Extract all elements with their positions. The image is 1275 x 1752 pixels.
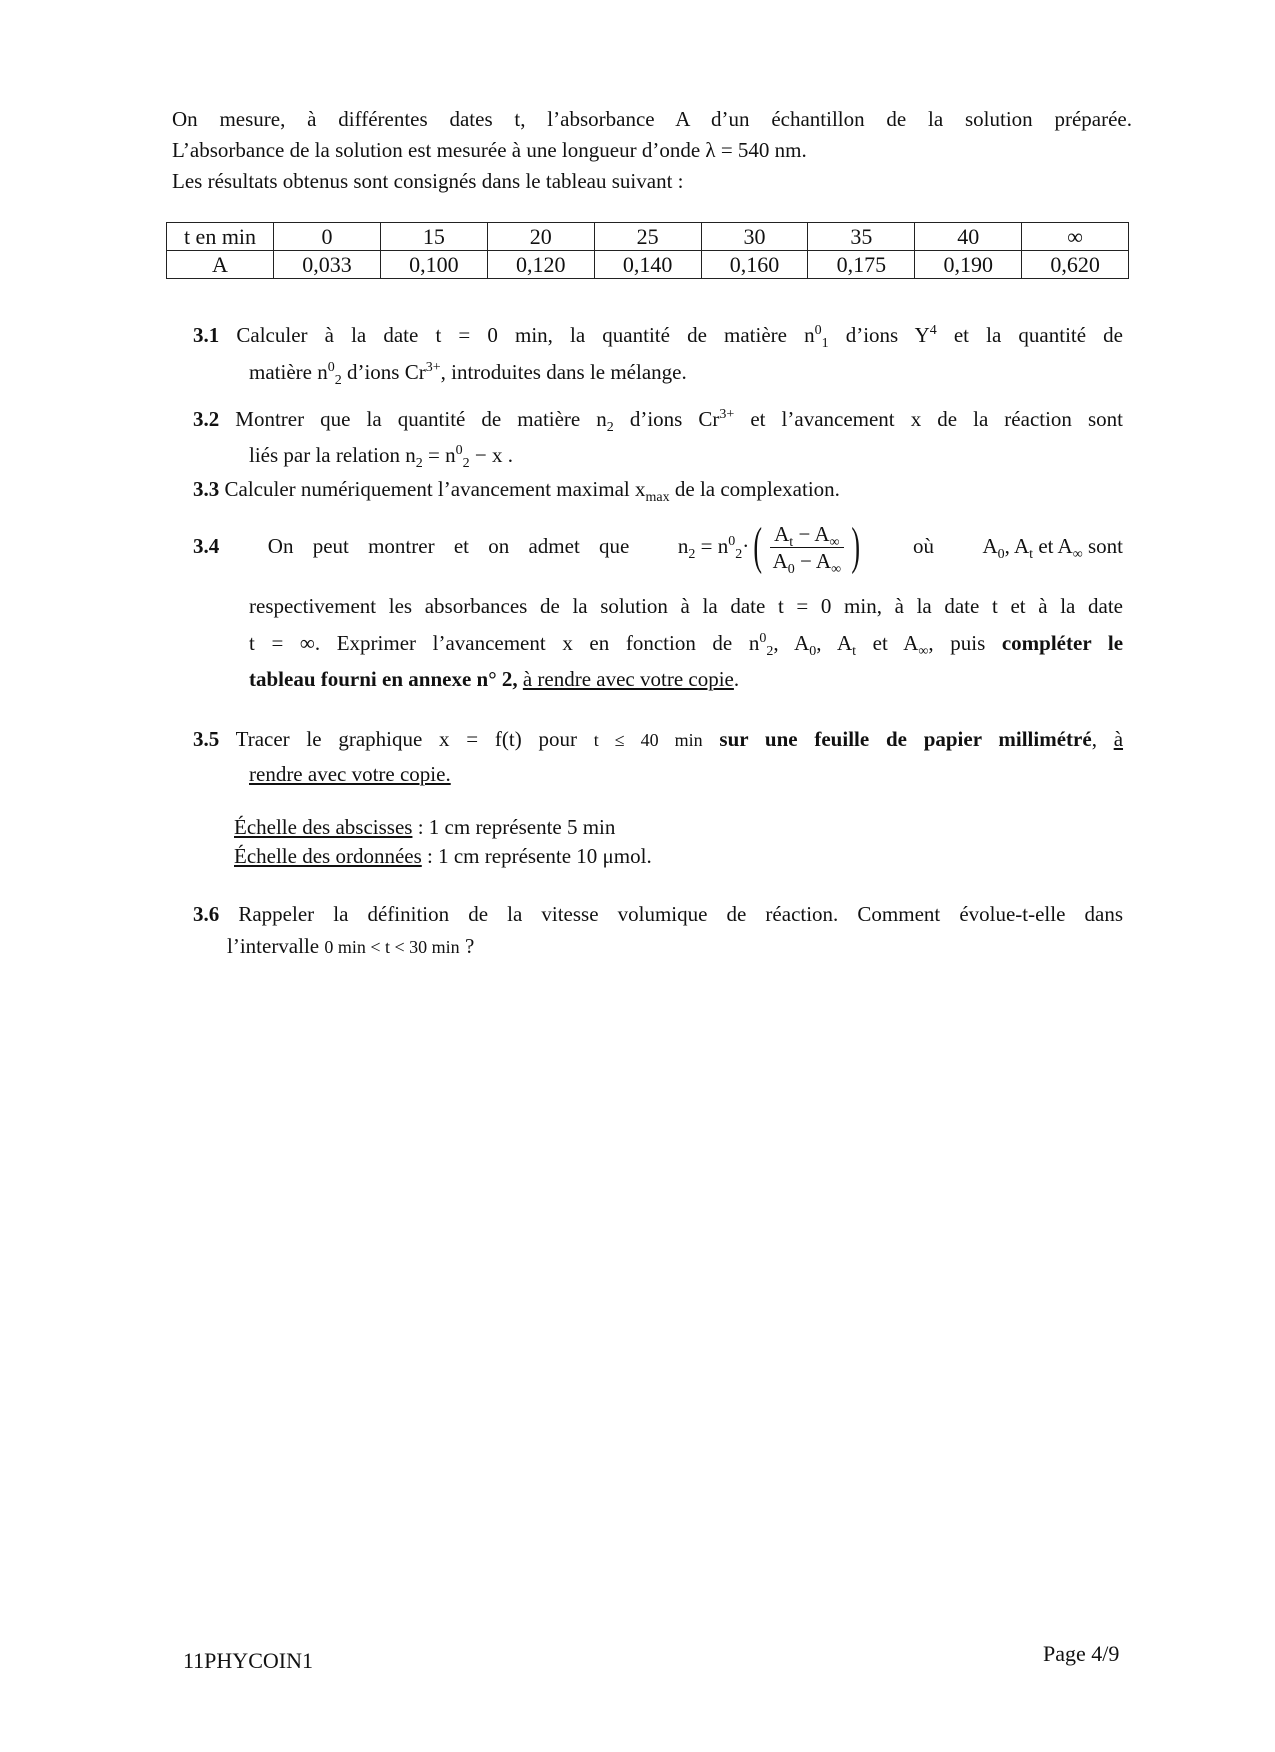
- question-3-5: 3.5 Tracer le graphique x = f(t) pour t ≤ 40 min sur une feuille de papier millimétré, à rendre avec votre copie.: [193, 727, 1124, 786]
- absorbance-row: [167, 251, 1129, 279]
- intro-paragraph: [172, 104, 1132, 197]
- question-3-4: 3.4 On peut montrer et on admet que $n_2 = n^0_2\cdot$ ( $\frac{A_t - A_\infty}{A_0 - A_\infty}$ ) où $A_0$, $A_t$ et $A_\infty$ sont respectivement les absorbances de la solution à la date t = 0 min, à la date t et à la date t = ∞. Exprimer l’avancement x en fonction de $n^0_2$, $A_0$, $A_t$ et $A_\infty$, puis compléter le tableau fourni en annexe n° 2, à rendre avec votre copie.: [193, 518, 1124, 691]
- time-cell: ∞: [1022, 223, 1129, 251]
- question-number: 3.6: [193, 902, 220, 926]
- question-3-2: 3.2 Montrer que la quantité de matière $n_2$ d’ions $Cr^{3+}$ et l’avancement x de la réaction sont liés par la relation $n_2 = n^0_2 - x$ .: [193, 407, 1123, 472]
- absorbance-cell: 0,160: [701, 251, 808, 279]
- scale-y: Échelle des ordonnées : 1 cm représente 10 μmol.: [234, 844, 652, 868]
- time-cell: 25: [594, 223, 701, 251]
- intro-line-1: On mesure, à différentes dates t, l’absorbance A d’un échantillon de la solution préparée.: [172, 107, 1132, 131]
- document-code: 11PHYCOIN1: [183, 1648, 313, 1673]
- absorbance-row-label: A: [167, 251, 274, 279]
- time-row-label: t en min: [167, 223, 274, 251]
- time-cell: 30: [701, 223, 808, 251]
- time-cell: 15: [380, 223, 487, 251]
- time-cell: 20: [487, 223, 594, 251]
- absorbance-cell: 0,175: [808, 251, 915, 279]
- time-cell: 35: [808, 223, 915, 251]
- absorbance-cell: 0,190: [915, 251, 1022, 279]
- question-number: 3.3: [193, 477, 220, 501]
- absorbance-table: [166, 222, 1129, 279]
- intro-line-3: Les résultats obtenus sont consignés dans le tableau suivant :: [172, 169, 684, 193]
- absorbance-cell: 0,620: [1022, 251, 1129, 279]
- question-3-1: 3.1 Calculer à la date t = 0 min, la quantité de matière $n^0_1$ d’ions $Y^4$ et la quantité de matière $n^0_2$ d’ions $Cr^{3+}$, introduites dans le mélange.: [193, 323, 1123, 389]
- time-cell: 0: [274, 223, 381, 251]
- formula: $n_2 = n^0_2\cdot$ ( $\frac{A_t - A_\infty}{A_0 - A_\infty}$ ): [677, 518, 861, 577]
- page-number: Page 4/9: [1043, 1641, 1120, 1666]
- time-cell: 40: [915, 223, 1022, 251]
- question-number: 3.2: [193, 407, 220, 431]
- absorbance-cell: 0,140: [594, 251, 701, 279]
- question-3-3: 3.3 Calculer numériquement l’avancement maximal $x_{max}$ de la complexation.: [193, 477, 840, 506]
- question-3-6: 3.6 Rappeler la définition de la vitesse volumique de réaction. Comment évolue-t-elle dans l’intervalle 0 min < t < 30 min ?: [193, 902, 1124, 958]
- scale-x: Échelle des abscisses : 1 cm représente 5 min: [234, 815, 616, 839]
- time-row: [167, 223, 1129, 251]
- intro-line-2: L’absorbance de la solution est mesurée à une longueur d’onde λ = 540 nm.: [172, 138, 807, 162]
- absorbance-cell: 0,033: [274, 251, 381, 279]
- question-number: 3.5: [193, 727, 220, 751]
- question-number: 3.1: [193, 323, 220, 347]
- absorbance-cell: 0,100: [380, 251, 487, 279]
- question-number: 3.4: [193, 534, 220, 559]
- absorbance-cell: 0,120: [487, 251, 594, 279]
